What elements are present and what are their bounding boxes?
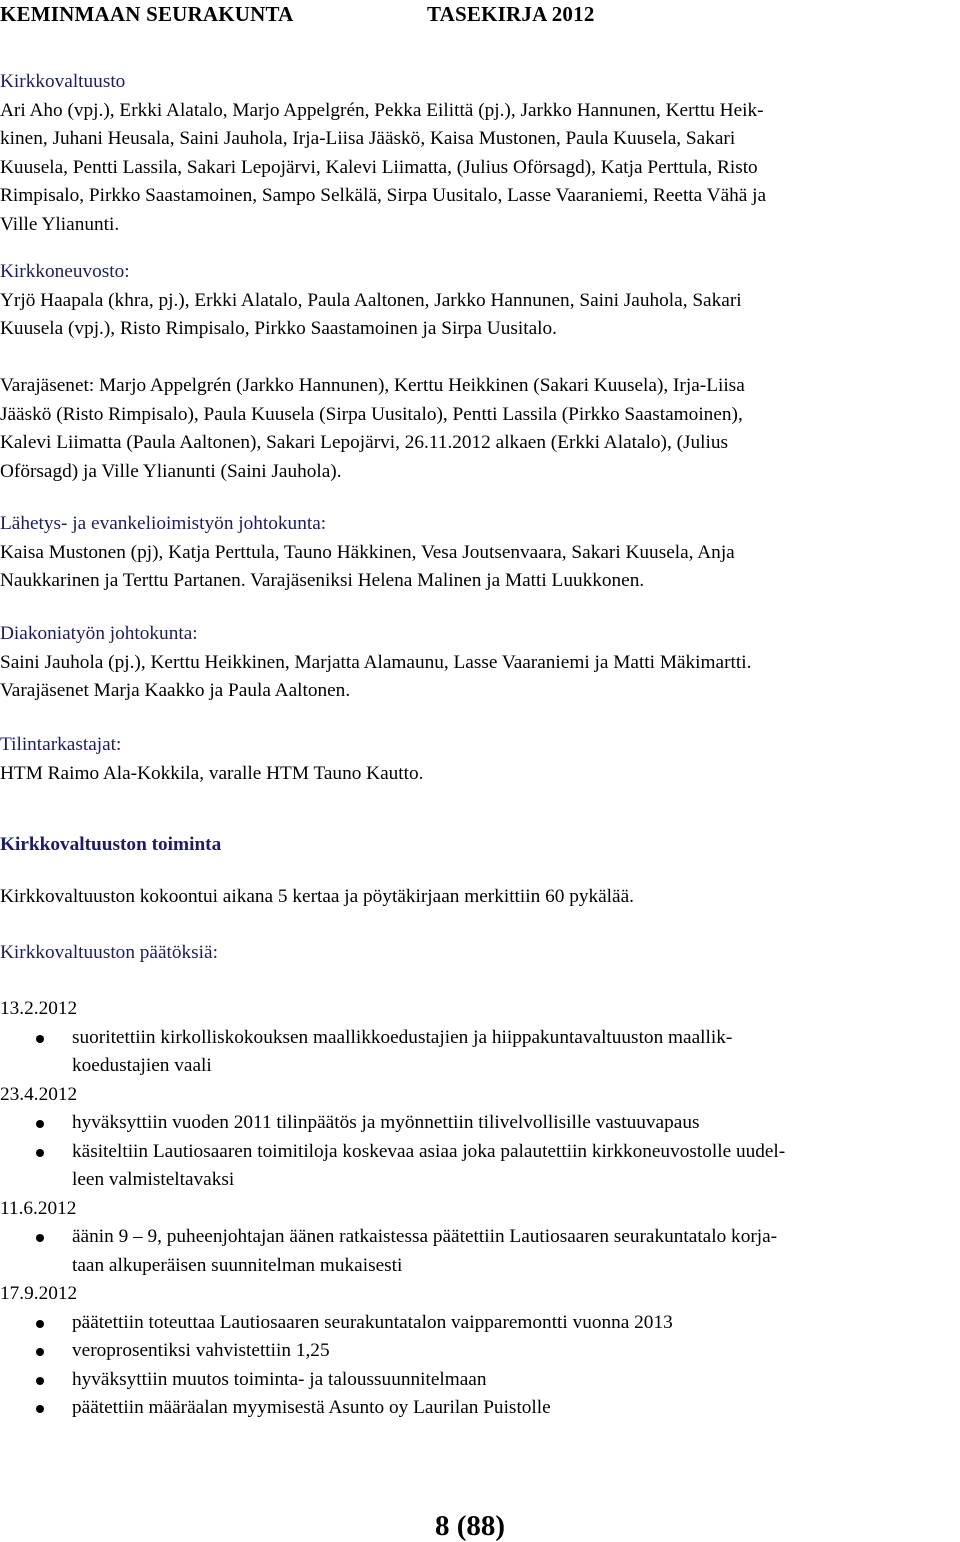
list-item: [0, 1366, 948, 1395]
item-line: käsiteltiin Lautiosaaren toimitiloja koskevaa asiaa joka palautettiin kirkkoneuvostolle uudel-: [72, 1140, 786, 1162]
item-line: äänin 9 – 9, puheenjohtajan äänen ratkaistessa päätettiin Lautiosaaren seurakuntatalo korja-: [72, 1226, 778, 1247]
section-kirkkovaltuusto: [0, 68, 948, 239]
list-item: [0, 1394, 948, 1423]
item-line: koedustajien vaali: [72, 1055, 212, 1076]
text-line: Jääskö (Risto Rimpisalo), Paula Kuusela (Sirpa Uusitalo), Pentti Lassila (Pirkko Saastamoinen),: [0, 403, 743, 425]
text-line: Rimpisalo, Pirkko Saastamoinen, Sampo Selkälä, Sirpa Uusitalo, Lasse Vaaraniemi, Reetta Vähä ja: [0, 185, 767, 206]
list-item: [0, 1309, 948, 1338]
text-line: Kuusela, Pentti Lassila, Sakari Lepojärvi, Kalevi Liimatta, (Julius Oförsagd), Katja Perttula, Risto: [0, 156, 758, 178]
item-line: päätettiin toteuttaa Lautiosaaren seurakuntatalon vaipparemontti vuonna 2013: [72, 1311, 673, 1333]
text-line: Varajäsenet Marja Kaakko ja Paula Aaltonen.: [0, 680, 351, 701]
item-line: veroprosentiksi vahvistettiin 1,25: [72, 1340, 330, 1361]
header-doc-title: TASEKIRJA 2012: [427, 2, 595, 26]
section-heading: Kirkkovaltuusto: [0, 71, 126, 92]
meeting-date: 17.9.2012: [0, 1283, 78, 1304]
bullet-icon: [36, 1377, 44, 1385]
item-line: taan alkuperäisen suunnitelman mukaisesti: [72, 1254, 403, 1276]
meeting-items: [0, 1223, 948, 1280]
subheading: Kirkkovaltuuston päätöksiä:: [0, 942, 218, 963]
meeting-items: [0, 1109, 948, 1195]
page-number-footer: [0, 1510, 960, 1542]
text-line: kinen, Juhani Heusala, Saini Jauhola, Irja-Liisa Jääskö, Kaisa Mustonen, Paula Kuusela, Sakari: [0, 128, 736, 149]
list-item: [0, 1223, 948, 1280]
meeting-date: 11.6.2012: [0, 1197, 77, 1219]
section-kirkkoneuvosto: [0, 258, 948, 344]
text-line: Kuusela (vpj.), Risto Rimpisalo, Pirkko Saastamoinen ja Sirpa Uusitalo.: [0, 318, 557, 339]
text-line: Kalevi Liimatta (Paula Aaltonen), Sakari Lepojärvi, 26.11.2012 alkaen (Erkki Alatalo), (Julius: [0, 432, 729, 453]
text-line: Yrjö Haapala (khra, pj.), Erkki Alatalo, Paula Aaltonen, Jarkko Hannunen, Saini Jauhola, Sakari: [0, 289, 742, 311]
section-lahetys: [0, 510, 948, 596]
section-heading: Diakoniatyön johtokunta:: [0, 623, 198, 644]
meeting-items: [0, 1309, 948, 1423]
meeting-date: 13.2.2012: [0, 998, 78, 1019]
list-item: [0, 1109, 948, 1138]
decision-list: [0, 995, 948, 1423]
meeting-items: [0, 1024, 948, 1081]
text-line: Ville Ylianunti.: [0, 213, 120, 235]
bullet-icon: [36, 1120, 44, 1128]
bullet-icon: [36, 1405, 44, 1413]
bullet-icon: [36, 1149, 44, 1157]
toiminta-summary: [0, 883, 948, 912]
section-heading: Kirkkoneuvosto:: [0, 261, 130, 282]
list-item: [0, 1024, 948, 1081]
item-line: hyväksyttiin vuoden 2011 tilinpäätös ja myönnettiin tilivelvollisille vastuuvapaus: [72, 1112, 700, 1133]
list-item: [0, 1337, 948, 1366]
text-line: Kirkkovaltuuston kokoontui aikana 5 kertaa ja pöytäkirjaan merkittiin 60 pykälää.: [0, 886, 634, 907]
section-heading: Lähetys- ja evankelioimistyön johtokunta:: [0, 513, 327, 534]
section-tilintarkastajat: [0, 731, 948, 788]
page-number: 8 (88): [434, 1510, 506, 1542]
list-item: [0, 1138, 948, 1195]
text-line: HTM Raimo Ala-Kokkila, varalle HTM Tauno Kautto.: [0, 762, 424, 784]
item-line: leen valmisteltavaksi: [72, 1169, 235, 1190]
bullet-icon: [36, 1035, 44, 1043]
item-line: suoritettiin kirkolliskokouksen maallikkoedustajien ja hiippakuntavaltuuston maallik-: [72, 1026, 733, 1048]
section-heading: Tilintarkastajat:: [0, 734, 122, 755]
bullet-icon: [36, 1234, 44, 1242]
meeting-date: 23.4.2012: [0, 1083, 78, 1105]
text-line: Saini Jauhola (pj.), Kerttu Heikkinen, Marjatta Alamaunu, Lasse Vaaraniemi ja Matti Mäkimartti.: [0, 651, 752, 673]
section-heading: Kirkkovaltuuston toiminta: [0, 834, 222, 855]
text-line: Varajäsenet: Marjo Appelgrén (Jarkko Hannunen), Kerttu Heikkinen (Sakari Kuusela), Irja-Liisa: [0, 375, 745, 396]
text-line: Naukkarinen ja Terttu Partanen. Varajäseniksi Helena Malinen ja Matti Luukkonen.: [0, 570, 645, 591]
section-diakonia: [0, 620, 948, 706]
item-line: hyväksyttiin muutos toiminta- ja taloussuunnitelmaan: [72, 1368, 487, 1390]
bullet-icon: [36, 1348, 44, 1356]
section-varajasenet: [0, 372, 948, 486]
text-line: Kaisa Mustonen (pj), Katja Perttula, Tauno Häkkinen, Vesa Joutsenvaara, Sakari Kuusela, Anja: [0, 541, 735, 563]
text-line: Ari Aho (vpj.), Erkki Alatalo, Marjo Appelgrén, Pekka Eilittä (pj.), Jarkko Hannunen, Kerttu Heik-: [0, 99, 764, 121]
decisions-heading: [0, 939, 948, 968]
text-line: Oförsagd) ja Ville Ylianunti (Saini Jauhola).: [0, 460, 342, 482]
header-org: KEMINMAAN SEURAKUNTA: [0, 2, 294, 26]
bullet-icon: [36, 1320, 44, 1328]
section-toiminta: [0, 831, 948, 860]
item-line: päätettiin määräalan myymisestä Asunto oy Laurilan Puistolle: [72, 1397, 551, 1418]
